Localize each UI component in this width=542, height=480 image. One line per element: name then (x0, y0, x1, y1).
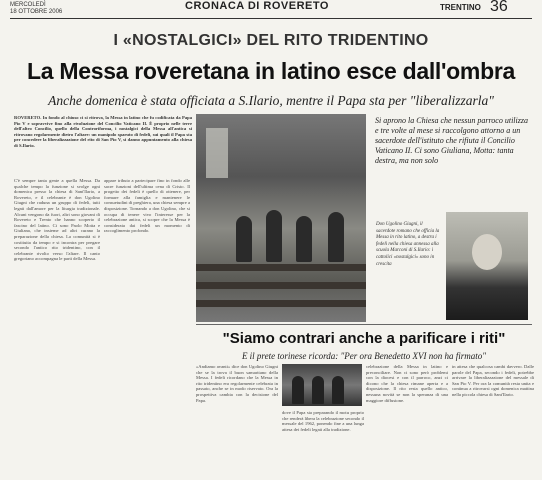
second-headline: "Siamo contrari anche a parificare i riti" (222, 330, 506, 347)
article-subhead: Anche domenica è stata officiata a S.Ilario, mentre il Papa sta per "liberalizzarla" (48, 93, 494, 108)
second-column-3: celebrazione della Messa in latino e preconciliare. Non ci sono però problemi con la diocesi e con il parroco, anzi ci dicono che la chiesa rimane aperta e a disposizione. Il rito resta quello antico, nessuna novità se non la speranza di una maggiore diffusione. (366, 364, 448, 403)
issue-date: MERCOLEDÌ 18 OTTOBRE 2006 (10, 2, 63, 15)
group-photo (282, 364, 362, 406)
region-label: TRENTINO (440, 3, 481, 12)
article-kicker: I «NOSTALGICI» DEL RITO TRIDENTINO (113, 32, 429, 49)
pew-shape (196, 264, 366, 271)
priest-portrait (446, 212, 528, 320)
article-lead: ROVERETO. In fondo al chiuso ci si ritrova, la Messa in latino che fu codificata da Papa Pio V e sopravvive fino alla rivoluzione del Concilio Vaticano II. È proprio nelle terre dell'altro Concilio, quello della Controriforma, i nostalgici della Messa all'antica si ritrovano regolarmente dietro l'altare: un manipolo sparuto di fedeli, sui quali il Papa sta per concedere la liberalizzazione del rito di San Pio V, si danno appuntamento alla chiesa di S.Ilario. (14, 115, 192, 148)
page-number: 36 (490, 0, 508, 15)
pull-quote: Si aprono la Chiesa che nessun parroco utilizza e tre volte al mese si raccolgono attorno a un sacerdote dell'istituto che rifiuta il Concilio Vaticano II. Ci sono Giuliana, Motta: tanta destra, ma non solo (375, 116, 528, 165)
second-subhead: E il prete torinese ricorda: "Per ora Benedetto XVI non ha firmato" (241, 351, 487, 361)
article-headline: La Messa roveretana in latino esce dall'ombra (27, 58, 515, 84)
article-column-2: appare tributo a partecipare fino in fondo alle sacre funzioni dell'ultima cena di Cristo. Il progetto dei fedeli è quello di ottenere, per formare alla famiglia e mantenere le consuetudini di preghiera, una chiesa sempre a disposizione. Tornando a don Ugolino, che si occupa di tenere vivo l'interesse per la celebrazione antica, si scopre che la Messa è considerata dai fedeli un momento di raccoglimento profondo. (104, 178, 190, 234)
second-column-4: in attesa che qualcosa cambi davvero. Dalle parole del Papa, secondo i fedeli, potrebbe arrivare la liberalizzazione del messale di San Pio V. Per ora la comunità resta unita e continua a ritrovarsi ogni domenica mattina nella piccola chiesa di Sant'Ilario. (452, 364, 534, 397)
figure-shape (328, 212, 344, 262)
figure-shape (296, 216, 312, 262)
article-column-1: C'è sempre tanta gente a quella Messa. Da qualche tempo la funzione si svolge ogni domenica presso la chiesa di Sant'Ilario, a Rovereto, e il celebrante è don Ugolino Giugni che raduna un gruppo di fedeli, tutti legati dall'amore per la liturgia tradizionale. Alcuni vengono da fuori, altri sono giovani di Rovereto e Trento che hanno scoperto il fascino del latino. Ci sono Paolo Motta e Giuliana, che insieme ad altri curano la preparazione della chiesa. La comunità si è costituita da tempo e si incontra per pregare secondo l'antico rito tridentino, con il celebrante rivolto verso l'altare. Il canto gregoriano accompagna le parti della Messa. (14, 178, 100, 262)
pew-shape (196, 282, 366, 289)
masthead-bar (10, 0, 532, 19)
section-title: CRONACA DI ROVERETO (185, 0, 329, 12)
photo-caption: Don Ugolino Giugni, il sacerdote romano che officia la Messa in rito latino, a destra i fedeli nella chiesa annessa alla scuola Marconi di S.Ilario: i cattolici «nostalgici» sono in crescita (376, 222, 440, 267)
figure-shape (312, 376, 324, 404)
pew-shape (196, 300, 366, 307)
figure-shape (292, 376, 304, 404)
figure-shape (236, 216, 252, 262)
divider (196, 324, 532, 325)
church-interior-photo (196, 114, 366, 322)
figure-shape (332, 376, 344, 404)
portrait-head-shape (472, 234, 502, 270)
figure-shape (266, 210, 282, 262)
second-column-2: dove il Papa sta preparando il motu proprio che renderà libera la celebrazione secondo il messale del 1962, ponendo fine a una lunga attesa dei fedeli legati alla tradizione. (282, 410, 364, 432)
second-column-1: «Andiamo avanti» dice don Ugolino Giugni che se la trova il buon samaritano della Messa. I fedeli ricordano che la Messa in rito tridentino era regolarmente celebrata in passato, anche se in modo riservato. Ora la prospettiva cambia con la decisione del Papa. (196, 364, 278, 403)
window-shape (206, 128, 228, 178)
